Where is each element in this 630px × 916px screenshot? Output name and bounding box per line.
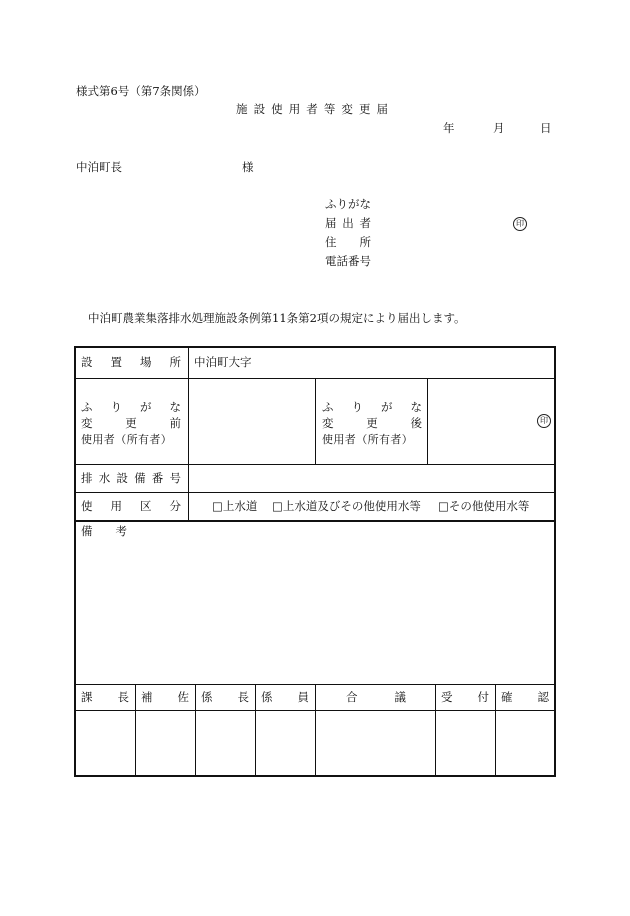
applicant-phone-label: 電話番号 (325, 254, 371, 268)
before-furigana-label: ふ り が な (81, 400, 181, 414)
document-title: 施 設 使 用 者 等 変 更 届 (236, 102, 388, 116)
before-owner-label: 使用者（所有者） (81, 433, 173, 446)
applicant-seal-icon: 印 (513, 217, 527, 231)
applicant-furigana-label: ふりがな (325, 197, 371, 211)
stamp-box[interactable] (497, 712, 553, 774)
column-divider (427, 378, 428, 465)
after-owner-label: 使用者（所有者） (322, 433, 414, 446)
approval-section-chief-label: 課 長 (81, 690, 129, 704)
usage-option-water-supply-and-other[interactable]: □上水道及びその他使用水等 (272, 499, 421, 513)
column-divider (188, 346, 189, 521)
stamp-box[interactable] (257, 712, 314, 774)
remarks-label: 備 考 (81, 524, 127, 538)
approval-reception-label: 受 付 (441, 690, 489, 704)
approval-chief-label: 係 長 (201, 690, 249, 704)
addressee-honorific: 様 (242, 160, 254, 174)
row-divider (74, 492, 556, 493)
before-change-label: 変 更 前 (81, 416, 181, 430)
after-change-label: 変 更 後 (322, 416, 422, 430)
date-year-label: 年 (443, 121, 455, 135)
column-divider (255, 684, 256, 776)
remarks-field[interactable] (78, 542, 552, 682)
applicant-address-label: 住 所 (325, 235, 371, 249)
approval-deputy-label: 補 佐 (141, 690, 189, 704)
location-value[interactable]: 中泊町大字 (194, 355, 252, 369)
column-divider (195, 684, 196, 776)
after-seal-icon: 印 (537, 414, 551, 428)
equipment-number-field[interactable] (192, 467, 552, 489)
table-border-left (74, 346, 76, 777)
addressee-name: 中泊町長 (76, 160, 122, 174)
form-number: 様式第6号（第7条関係） (76, 84, 206, 98)
equipment-number-label: 排 水 設 備 番 号 (81, 471, 181, 485)
stamp-box[interactable] (317, 712, 434, 774)
stamp-box[interactable] (137, 712, 194, 774)
stamp-box[interactable] (437, 712, 494, 774)
stamp-box[interactable] (197, 712, 254, 774)
column-divider (315, 684, 316, 776)
table-border-top (74, 346, 556, 348)
after-name-field[interactable] (431, 382, 541, 462)
date-month-label: 月 (493, 121, 505, 135)
usage-category-label: 使 用 区 分 (81, 499, 181, 513)
column-divider (495, 684, 496, 776)
location-label: 設 置 場 所 (81, 355, 181, 369)
column-divider (135, 684, 136, 776)
row-divider (74, 520, 556, 522)
application-form-table (74, 346, 556, 777)
usage-option-water-supply[interactable]: □上水道 (212, 499, 258, 513)
statement-text: 中泊町農業集落排水処理施設条例第11条第2項の規定により届出します。 (88, 311, 466, 325)
before-name-field[interactable] (192, 382, 312, 462)
table-border-right (554, 346, 556, 777)
usage-option-other-water[interactable]: □その他使用水等 (438, 499, 530, 513)
column-divider (435, 684, 436, 776)
column-divider (315, 378, 316, 465)
approval-staff-label: 係 員 (261, 690, 309, 704)
approval-consultation-label: 合 議 (346, 690, 406, 704)
date-day-label: 日 (540, 121, 552, 135)
applicant-name-label: 届 出 者 (325, 216, 371, 230)
stamp-box[interactable] (77, 712, 134, 774)
after-furigana-label: ふ り が な (322, 400, 422, 414)
approval-confirmation-label: 確 認 (501, 690, 549, 704)
